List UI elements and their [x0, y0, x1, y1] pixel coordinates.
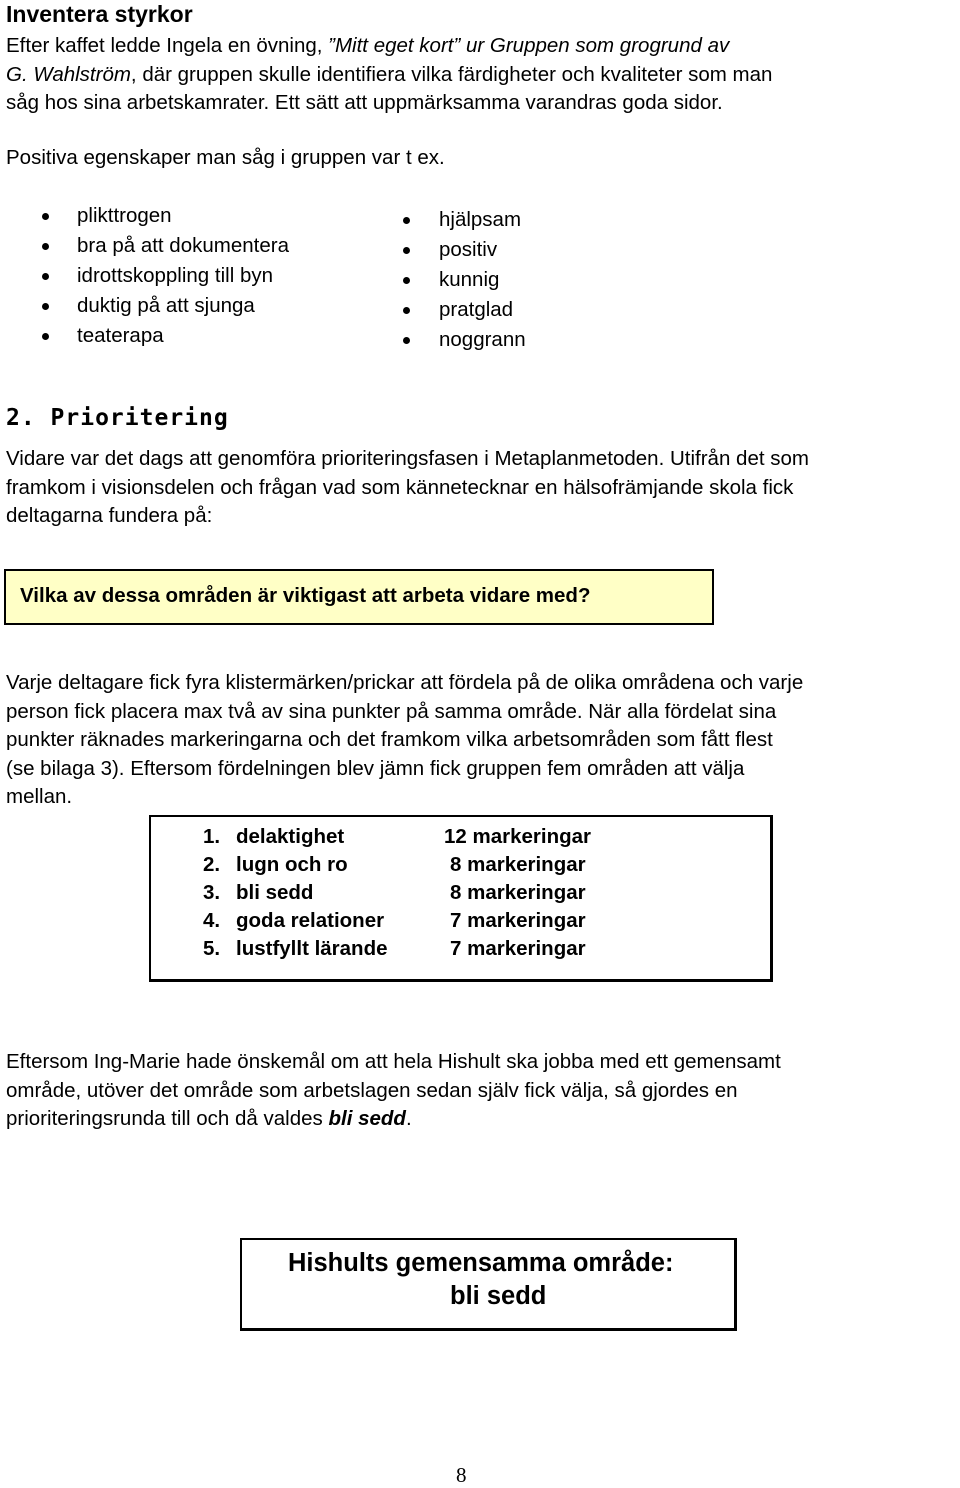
ranking-num: 2.: [203, 853, 221, 876]
list-item: teaterapa: [42, 321, 164, 351]
list-item: duktig på att sjunga: [42, 291, 255, 321]
bullet-icon: [42, 213, 49, 220]
question-text: Vilka av dessa områden är viktigast att arbeta vidare med?: [20, 584, 591, 607]
list-item: kunnig: [403, 265, 499, 295]
ranking-count: 12 markeringar: [444, 825, 592, 848]
final-area-value: bli sedd: [450, 1282, 547, 1310]
ranking-num: 3.: [203, 881, 221, 904]
paragraph-line: deltagarna fundera på:: [6, 504, 213, 527]
ranking-area: bli sedd: [236, 881, 314, 904]
paragraph-line: prioriteringsrunda till och då valdes bli sedd.: [6, 1107, 412, 1130]
page-number: 8: [456, 1463, 467, 1487]
conclusion-paragraph: [6, 1048, 781, 1134]
final-area-title: Hishults gemensamma område:: [288, 1249, 674, 1277]
bullet-icon: [42, 333, 49, 340]
list-item: plikttrogen: [42, 201, 172, 231]
paragraph-line: Vidare var det dags att genomföra prioriteringsfasen i Metaplanmetoden. Utifrån det som: [6, 447, 809, 470]
ranking-area: lugn och ro: [236, 853, 348, 876]
bullet-icon: [42, 243, 49, 250]
ranking-count: 7 markeringar: [450, 909, 586, 932]
bullet-icon: [403, 217, 410, 224]
section2-paragraph: [6, 445, 809, 531]
list-item: pratglad: [403, 295, 513, 325]
bullet-icon: [42, 303, 49, 310]
emphasis-text: bli sedd: [328, 1107, 406, 1130]
section2-heading: 2. Prioritering: [6, 405, 229, 431]
bullet-icon: [403, 247, 410, 254]
paragraph-line: framkom i visionsdelen och frågan vad som kännetecknar en hälsofrämjande skola fick: [6, 475, 794, 499]
ranking-area: delaktighet: [236, 825, 345, 848]
question-box: [4, 569, 714, 625]
ranking-num: 1.: [203, 825, 221, 848]
ranking-area: lustfyllt lärande: [236, 937, 388, 960]
bullet-icon: [403, 277, 410, 284]
paragraph-line: område, utöver det område som arbetslagen sedan själv fick välja, så gjordes en: [6, 1078, 738, 1102]
ranking-count: 8 markeringar: [450, 881, 586, 904]
paragraph-line: punkter räknades markeringarna och det framkom vilka arbetsområden som fått flest: [6, 728, 773, 751]
process-paragraph: [6, 669, 803, 812]
intro-line-1: Efter kaffet ledde Ingela en övning, ”Mitt eget kort” ur Gruppen som grogrund av: [6, 34, 730, 57]
ranking-area: goda relationer: [236, 909, 385, 932]
intro-line-2: G. Wahlström, där gruppen skulle identifiera vilka färdigheter och kvaliteter som man: [6, 62, 773, 86]
intro-paragraph: [6, 32, 772, 118]
paragraph-line: Eftersom Ing-Marie hade önskemål om att hela Hishult ska jobba med ett gemensamt: [6, 1050, 781, 1073]
intro-line-3: såg hos sina arbetskamrater. Ett sätt att uppmärksamma varandras goda sidor.: [6, 91, 723, 114]
list-item: bra på att dokumentera: [42, 231, 289, 261]
list-item: hjälpsam: [403, 205, 521, 235]
paragraph-line: (se bilaga 3). Eftersom fördelningen blev jämn fick gruppen fem områden att välja: [6, 756, 745, 780]
paragraph-line: mellan.: [6, 785, 73, 808]
bullet-icon: [42, 273, 49, 280]
ranking-num: 4.: [203, 909, 221, 932]
section-heading: Inventera styrkor: [6, 1, 193, 27]
paragraph-line: person fick placera max två av sina punkter på samma område. När alla fördelat sina: [6, 699, 777, 723]
paragraph-line: Varje deltagare fick fyra klistermärken/prickar att fördela på de olika områdena och varje: [6, 671, 804, 694]
list-item: positiv: [403, 235, 497, 265]
bullet-icon: [403, 337, 410, 344]
list-item: idrottskoppling till byn: [42, 261, 273, 291]
ranking-count: 8 markeringar: [450, 853, 586, 876]
positiva-intro: Positiva egenskaper man såg i gruppen var t ex.: [6, 146, 445, 169]
bullet-icon: [403, 307, 410, 314]
ranking-num: 5.: [203, 937, 221, 960]
list-item: noggrann: [403, 325, 526, 355]
ranking-count: 7 markeringar: [450, 937, 586, 960]
